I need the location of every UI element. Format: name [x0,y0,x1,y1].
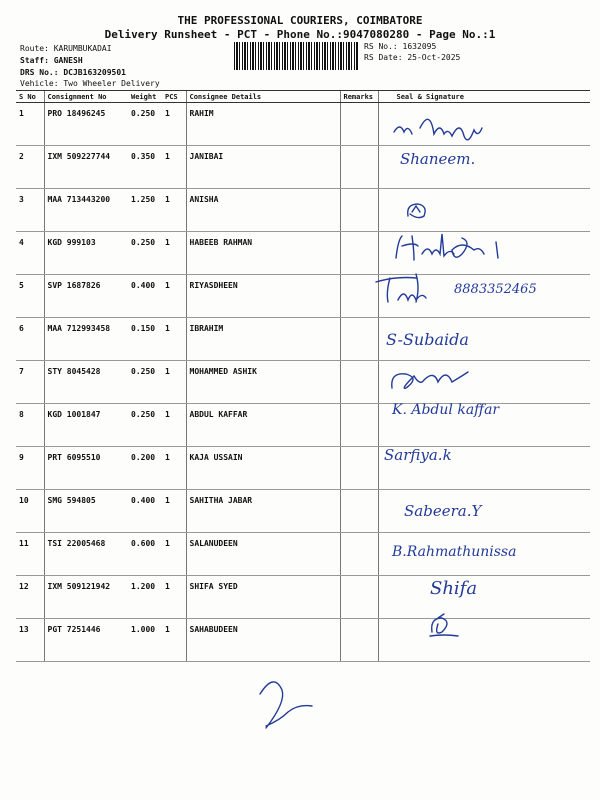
table-row [16,576,590,619]
signature-9: Sarfiya.k [384,446,452,464]
rs-date-value: 25-Oct-2025 [407,53,461,62]
signature-4 [392,228,542,264]
cell-weight: 0.600 [128,533,162,576]
cell-pcs: 1 [162,490,186,533]
vehicle-label: Vehicle: [20,79,59,88]
cell-weight: 1.250 [128,189,162,232]
cell-sno: 1 [16,103,44,146]
route-value: KARUMBUKADAI [53,44,112,53]
drs-line [20,68,126,77]
cell-consignee: HABEEB RAHMAN [186,232,340,275]
table-row [16,404,590,447]
rs-date-line [364,53,460,62]
cell-consignee: ABDUL KAFFAR [186,404,340,447]
cell-consignment: SMG 594805 [44,490,128,533]
col-weight: Weight [128,91,162,103]
staff-line [20,56,83,65]
cell-remarks [340,447,378,490]
cell-weight: 0.400 [128,490,162,533]
cell-weight: 1.000 [128,619,162,662]
rs-no-label: RS No.: [364,42,398,51]
cell-sno: 9 [16,447,44,490]
cell-consignment: TSI 22005468 [44,533,128,576]
cell-sno: 12 [16,576,44,619]
cell-consignment: STY 8045428 [44,361,128,404]
rs-date-label: RS Date: [364,53,403,62]
signature-5 [372,270,452,308]
col-consignment: Consignment No [44,91,128,103]
staff-value: GANESH [53,56,83,65]
cell-consignment: IXM 509121942 [44,576,128,619]
table-header-row [16,91,590,103]
cell-sno: 6 [16,318,44,361]
barcode [234,42,358,70]
footer-signature [246,666,326,746]
cell-remarks [340,533,378,576]
cell-sno: 11 [16,533,44,576]
cell-consignment: PRO 18496245 [44,103,128,146]
rs-no-line [364,42,436,51]
cell-sno: 8 [16,404,44,447]
cell-consignee: IBRAHIM [186,318,340,361]
cell-consignee: SHIFA SYED [186,576,340,619]
route-line [20,44,112,53]
cell-pcs: 1 [162,189,186,232]
cell-consignment: SVP 1687826 [44,275,128,318]
cell-weight: 0.350 [128,146,162,189]
signature-3 [402,200,432,222]
cell-consignment: MAA 713443200 [44,189,128,232]
table-row [16,447,590,490]
signature-2: Shaneem. [400,150,476,168]
col-seal: Seal & Signature [378,91,590,103]
cell-consignment: IXM 509227744 [44,146,128,189]
cell-sno: 3 [16,189,44,232]
cell-pcs: 1 [162,361,186,404]
drs-label: DRS No.: [20,68,59,77]
route-label: Route: [20,44,49,53]
cell-consignee: SAHABUDEEN [186,619,340,662]
cell-pcs: 1 [162,447,186,490]
signature-12: Shifa [430,578,478,599]
cell-pcs: 1 [162,103,186,146]
col-remarks: Remarks [340,91,378,103]
cell-pcs: 1 [162,146,186,189]
table-row [16,103,590,146]
col-pcs: PCS [162,91,186,103]
rs-no-value: 1632095 [402,42,437,51]
cell-remarks [340,318,378,361]
cell-seal [378,576,590,619]
cell-pcs: 1 [162,275,186,318]
signature-11: B.Rahmathunissa [392,544,517,560]
col-sno: S No [16,91,44,103]
vehicle-value: Two Wheeler Delivery [63,79,160,88]
cell-remarks [340,490,378,533]
cell-remarks [340,404,378,447]
cell-consignment: PGT 7251446 [44,619,128,662]
staff-label: Staff: [20,56,49,65]
cell-sno: 7 [16,361,44,404]
table-row [16,146,590,189]
cell-sno: 4 [16,232,44,275]
cell-pcs: 1 [162,318,186,361]
cell-consignee: SAHITHA JABAR [186,490,340,533]
cell-consignee: MOHAMMED ASHIK [186,361,340,404]
cell-pcs: 1 [162,404,186,447]
cell-consignee: SALANUDEEN [186,533,340,576]
cell-remarks [340,103,378,146]
page-title: THE PROFESSIONAL COURIERS, COIMBATORE [177,14,423,27]
table-row [16,318,590,361]
page-subtitle: Delivery Runsheet - PCT - Phone No.:9047080280 - Page No.:1 [104,28,496,41]
cell-sno: 13 [16,619,44,662]
cell-pcs: 1 [162,619,186,662]
cell-weight: 0.200 [128,447,162,490]
col-consignee: Consignee Details [186,91,340,103]
cell-pcs: 1 [162,576,186,619]
signature-13 [424,610,464,644]
cell-seal [378,619,590,662]
table-row [16,619,590,662]
cell-remarks [340,146,378,189]
cell-remarks [340,619,378,662]
vehicle-line [20,79,160,88]
cell-consignment: PRT 6095510 [44,447,128,490]
cell-sno: 10 [16,490,44,533]
table-row [16,490,590,533]
runsheet-table [16,90,590,662]
cell-weight: 0.400 [128,275,162,318]
table-row [16,361,590,404]
signature-7 [386,364,486,396]
signature-5-phone: 8883352465 [454,282,537,297]
cell-weight: 0.250 [128,103,162,146]
cell-consignee: JANIBAI [186,146,340,189]
signature-1 [390,106,500,142]
cell-weight: 0.150 [128,318,162,361]
signature-10: Sabeera.Y [404,502,482,520]
cell-weight: 0.250 [128,404,162,447]
cell-sno: 2 [16,146,44,189]
cell-remarks [340,232,378,275]
cell-sno: 5 [16,275,44,318]
cell-consignee: ANISHA [186,189,340,232]
cell-consignment: KGD 999103 [44,232,128,275]
cell-consignment: MAA 712993458 [44,318,128,361]
table-row [16,189,590,232]
cell-weight: 0.250 [128,232,162,275]
cell-remarks [340,189,378,232]
drs-value: DCJB163209501 [63,68,126,77]
cell-consignment: KGD 1001847 [44,404,128,447]
cell-consignee: RAHIM [186,103,340,146]
signature-8: K. Abdul kaffar [392,402,500,418]
cell-remarks [340,576,378,619]
cell-weight: 0.250 [128,361,162,404]
cell-remarks [340,361,378,404]
cell-consignee: KAJA USSAIN [186,447,340,490]
cell-consignee: RIYASDHEEN [186,275,340,318]
cell-weight: 1.200 [128,576,162,619]
signature-6: S-Subaida [386,330,469,349]
cell-pcs: 1 [162,533,186,576]
cell-pcs: 1 [162,232,186,275]
